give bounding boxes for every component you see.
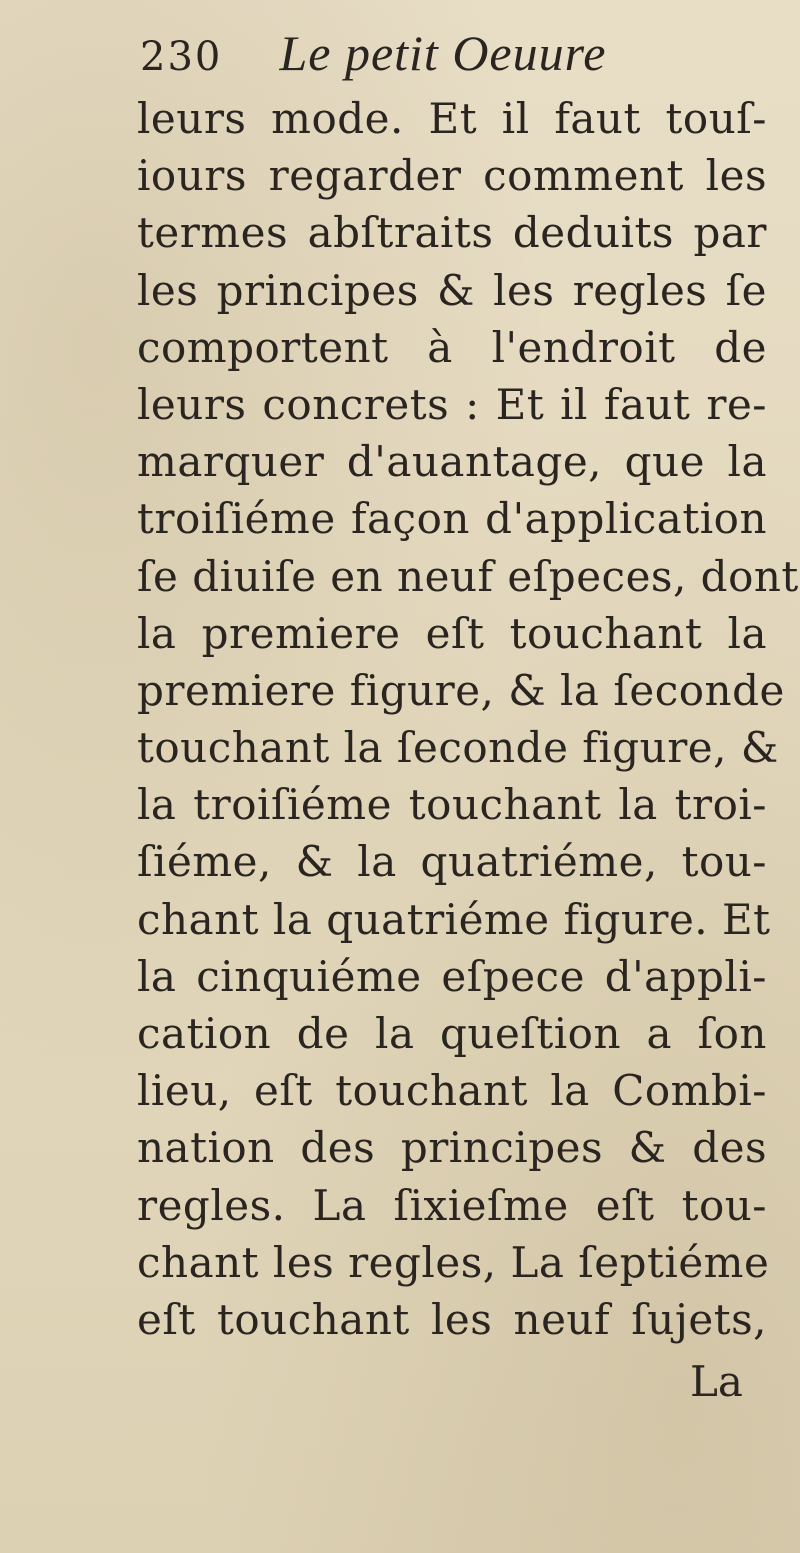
text-line: ſiéme, & la quatriéme, tou- — [137, 837, 767, 887]
catchword: La — [690, 1357, 743, 1406]
text-line: les principes & les regles ſe — [137, 265, 767, 315]
page-number: 230 — [140, 34, 223, 80]
text-line: marquer d'auantage, que la — [137, 437, 767, 487]
running-head — [140, 18, 606, 88]
text-line: iours regarder comment les — [137, 151, 767, 201]
text-line: la troiſiéme touchant la troi- — [137, 780, 767, 830]
body-text — [137, 90, 799, 1348]
text-line: ſe diuiſe en neuf eſpeces, dont — [137, 551, 799, 601]
text-line: touchant la ſeconde figure, & — [137, 723, 779, 773]
text-line: nation des principes & des — [137, 1123, 767, 1173]
text-line: cation de la queſtion a ſon — [137, 1009, 767, 1058]
text-line: eſt touchant les neuf ſujets, — [137, 1294, 767, 1344]
text-line: troiſiéme façon d'application — [137, 494, 767, 544]
text-line: leurs concrets : Et il faut re- — [137, 379, 767, 429]
text-line: premiere figure, & la ſeconde — [137, 665, 785, 715]
text-line: regles. La ſixieſme eſt tou- — [137, 1180, 767, 1230]
text-line: la premiere eſt touchant la — [137, 608, 767, 658]
text-line: comportent à l'endroit de — [137, 322, 767, 372]
running-title: Le petit Oeuure — [279, 25, 607, 81]
text-line: chant la quatriéme figure. Et — [137, 894, 771, 944]
text-line: termes abſtraits deduits par — [137, 208, 767, 258]
text-line: lieu, eſt touchant la Combi- — [137, 1066, 767, 1116]
text-line: chant les regles, La ſeptiéme — [137, 1237, 770, 1287]
text-line: leurs mode. Et il faut touſ- — [137, 94, 767, 143]
text-line: la cinquiéme eſpece d'appli- — [137, 951, 767, 1001]
